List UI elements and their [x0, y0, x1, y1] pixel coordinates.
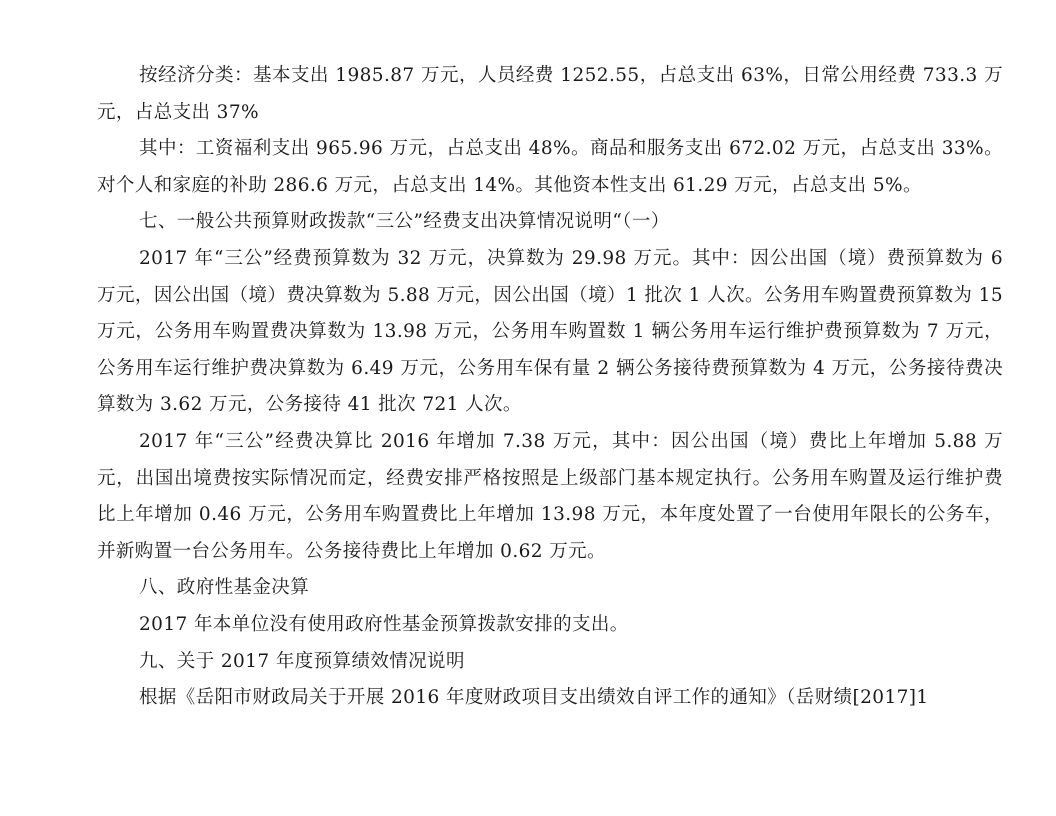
paragraph-three-public-compare: 2017 年“三公”经费决算比 2016 年增加 7.38 万元，其中：因公出国（境）费比上年增加 5.88 万元，出国出境费按实际情况而定，经费安排严格按照是上级部门基本规定执行。公务用车购置及运行维护费比上年增加 0.46 万元，公务用车购置费比上年增加 13.98 万元，本年度处置了一台使用年限长的公务车，并新购置一台公务用车。公务接待费比上年增加 0.62 万元。	[97, 430, 1003, 562]
section-9-heading: 九、关于 2017 年度预算绩效情况说明	[139, 650, 465, 672]
paragraph-expenditure-breakdown: 其中：工资福利支出 965.96 万元，占总支出 48%。商品和服务支出 672.02 万元，占总支出 33%。对个人和家庭的补助 286.6 万元，占总支出 14%。其他资本性支出 61.29 万元，占总支出 5%。	[97, 138, 1003, 196]
section-7-heading: 七、一般公共预算财政拨款“三公”经费支出决算情况说明“（一）	[139, 211, 670, 233]
paragraph-economic-classification: 按经济分类：基本支出 1985.87 万元，人员经费 1252.55，占总支出 63%，日常公用经费 733.3 万元，占总支出 37%	[97, 65, 1003, 123]
paragraph-three-public-budget: 2017 年“三公”经费预算数为 32 万元，决算数为 29.98 万元。其中：因公出国（境）费预算数为 6 万元，因公出国（境）费决算数为 5.88 万元，因公出国（境）1 批次 1 人次。公务用车购置费预算数为 15 万元，公务用车购置费决算数为 13.98 万元，公务用车购置数 1 辆公务用车运行维护费预算数为 7 万元，公务用车运行维护费决算数为 6.49 万元，公务用车保有量 2 辆公务接待费预算数为 4 万元，公务接待费决算数为 3.62 万元，公务接待 41 批次 721 人次。	[97, 247, 1003, 416]
document-page	[97, 58, 1003, 717]
paragraph-performance-basis: 根据《岳阳市财政局关于开展 2016 年度财政项目支出绩效自评工作的通知》（岳财绩[2017]1	[139, 687, 929, 709]
paragraph-government-fund: 2017 年本单位没有使用政府性基金预算拨款安排的支出。	[139, 613, 629, 635]
section-8-heading: 八、政府性基金决算	[139, 577, 310, 599]
